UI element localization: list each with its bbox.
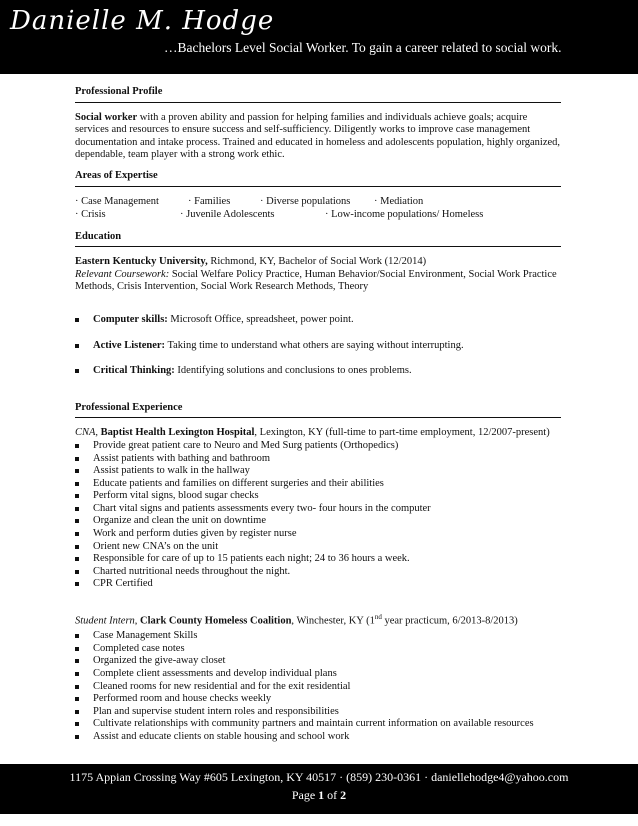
skill-text: Identifying solutions and conclusions to ones problems. [174,365,412,377]
list-item: Educate patients and families on different surgeries and their abilities [75,478,561,491]
list-item: Case Management Skills [75,630,561,643]
page-total: 2 [340,788,347,802]
contact-info: 1175 Appian Crossing Way #605 Lexington, KY 40517 · (859) 230-0361 · daniellehodge4@yahoo.com [69,770,569,784]
job-duties-list [75,630,561,743]
header-banner [0,0,638,74]
skill-text: Microsoft Office, spreadsheet, power point. [167,313,354,325]
expertise-item: · Diverse populations [260,195,351,207]
list-item: Organize and clean the unit on downtime [75,515,561,528]
page-label: Page [291,788,316,802]
list-item [75,340,561,353]
list-item: Responsible for care of up to 15 patients each night; 24 to 36 hours a week. [75,553,561,566]
expertise-item: · Juvenile Adolescents [180,208,275,220]
skill-label: Critical Thinking: [93,365,175,377]
career-objective: …Bachelors Level Social Worker. To gain a career related to social work. [164,40,562,55]
coursework [75,269,561,294]
expertise-item: · Mediation [374,195,424,207]
list-item: Completed case notes [75,643,561,656]
profile-text: with a proven ability and passion for helping families and individuals achieve goals; acquire services and resources to ensure success and self-sufficiency. Diligently works to improve case management documentation and intake process. Trained and educated in homeless and adolescents population, highly organized, dependable, team player with a strong work ethic. [75,111,561,161]
skill-label: Active Listener: [93,339,166,351]
list-item: Chart vital signs and patients assessments every two- four hours in the computer [75,503,561,516]
expertise-row [75,196,561,209]
expertise-item: · Families [188,195,231,207]
profile-paragraph [75,112,561,162]
skill-label: Computer skills: [93,313,168,325]
list-item: Work and perform duties given by register nurse [75,528,561,541]
footer-banner [0,764,638,814]
education-degree [75,256,561,269]
expertise-item: · Case Management [75,195,159,207]
job-role: Student Intern [75,615,135,627]
job-employer: Baptist Health Lexington Hospital [98,427,255,439]
profile-lead: Social worker [75,111,138,123]
resume-body [75,86,561,743]
list-item: Plan and supervise student intern roles and responsibilities [75,706,561,719]
list-item: CPR Certified [75,578,561,591]
candidate-name: Danielle M. Hodge [10,6,275,36]
coursework-list: Social Welfare Policy Practice, Human Behavior/Social Environment, Social Work Practice Methods, Crisis Intervention, Social Work Research Methods, Theory [75,268,557,293]
list-item: Assist and educate clients on stable housing and school work [75,731,561,744]
section-title-expertise: Areas of Expertise [75,170,561,187]
list-item: Organized the give-away closet [75,655,561,668]
list-item: Orient new CNA’s on the unit [75,541,561,554]
list-item: Charted nutritional needs throughout the night. [75,566,561,579]
skill-text: Taking time to understand what others are saying without interrupting. [165,339,464,351]
coursework-label: Relevant Coursework: [75,268,170,280]
job-details: year practicum, 6/2013-8/2013) [381,615,518,627]
expertise-row [75,209,561,222]
job-details-superscript: nd [374,613,382,622]
list-item: Perform vital signs, blood sugar checks [75,490,561,503]
list-item: Performed room and house checks weekly [75,693,561,706]
job-employer: Clark County Homeless Coalition [140,615,292,627]
expertise-item: · Crisis [75,208,106,220]
job-heading: Student Intern, Clark County Homeless Coalition, Winchester, KY (1nd year practicum, 6/2013-8/2013) [75,613,518,627]
list-item [75,365,561,378]
list-item: Cultivate relationships with community partners and maintain current information on available resources [75,718,561,731]
list-item: Assist patients to walk in the hallway [75,465,561,478]
job-duties-list [75,440,561,591]
list-item: Cleaned rooms for new residential and for the exit residential [75,681,561,694]
job-details: , Winchester, KY (1 [291,615,375,627]
page-number [0,788,638,803]
school-name: Eastern Kentucky University, [75,256,208,268]
list-item [75,314,561,327]
job-details: , Lexington, KY (full-time to part-time employment, 12/2007-present) [254,427,550,439]
degree-details: Richmond, KY, Bachelor of Social Work (12/2014) [207,256,427,268]
list-item: Assist patients with bathing and bathroom [75,453,561,466]
section-title-education: Education [75,231,561,248]
job-role: CNA, [75,427,99,439]
list-item: Complete client assessments and develop individual plans [75,668,561,681]
list-item: Provide great patient care to Neuro and Med Surg patients (Orthopedics) [75,440,561,453]
page-current: 1 [318,788,325,802]
section-title-profile: Professional Profile [75,86,561,103]
expertise-item: · Low-income populations/ Homeless [325,208,484,220]
section-title-experience: Professional Experience [75,402,561,419]
job-heading [75,427,561,440]
page-of: of [327,788,338,802]
skills-list [75,314,561,378]
